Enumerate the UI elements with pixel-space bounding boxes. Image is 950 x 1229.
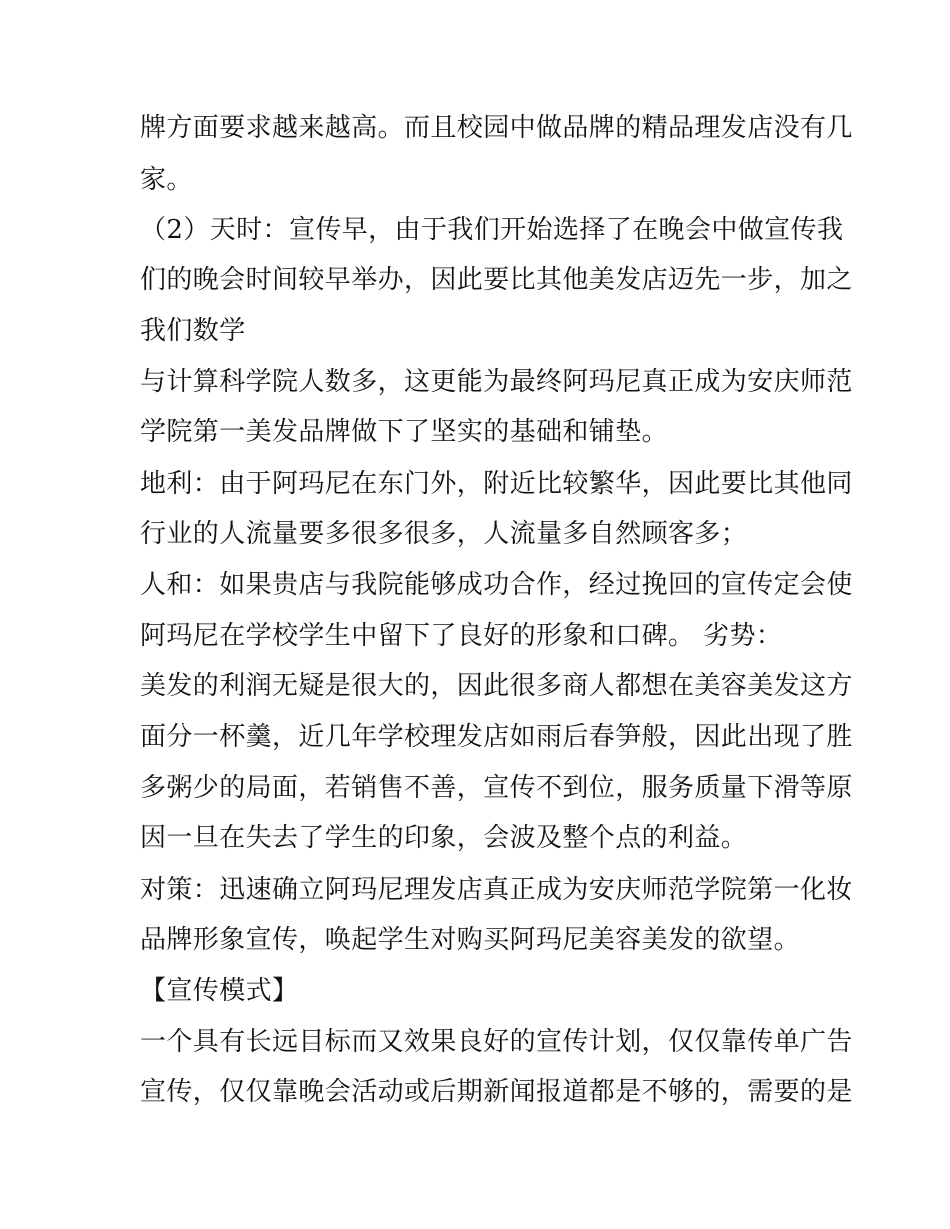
text-line-16: 对策：迅速确立阿玛尼理发店真正成为安庆师范学院第一化妆 bbox=[140, 875, 853, 905]
text-line-10: 人和：如果贵店与我院能够成功合作，经过挽回的宣传定会使 bbox=[140, 570, 853, 600]
text-line-7: 学院第一美发品牌做下了坚实的基础和铺垫。 bbox=[140, 417, 669, 447]
text-line-17: 品牌形象宣传，唤起学生对购买阿玛尼美容美发的欲望。 bbox=[140, 925, 801, 955]
text-line-2: 家。 bbox=[140, 165, 193, 195]
text-line-9: 行业的人流量要多很多很多，人流量多自然顾客多； bbox=[140, 519, 748, 549]
text-line-5: 我们数学 bbox=[140, 316, 246, 346]
text-line-4: 们的晚会时间较早举办，因此要比其他美发店迈先一步，加之 bbox=[140, 265, 853, 295]
text-line-11: 阿玛尼在学校学生中留下了良好的形象和口碑。 劣势： bbox=[140, 621, 783, 651]
text-line-8: 地利：由于阿玛尼在东门外，附近比较繁华，因此要比其他同 bbox=[140, 469, 853, 499]
text-line-12: 美发的利润无疑是很大的，因此很多商人都想在美容美发这方 bbox=[140, 671, 853, 701]
text-line-20: 宣传，仅仅靠晚会活动或后期新闻报道都是不够的，需要的是 bbox=[140, 1077, 853, 1107]
text-line-15: 因一旦在失去了学生的印象，会波及整个点的利益。 bbox=[140, 823, 748, 853]
text-line-19: 一个具有长远目标而又效果良好的宣传计划，仅仅靠传单广告 bbox=[140, 1027, 853, 1057]
text-line-1: 牌方面要求越来越高。而且校园中做品牌的精品理发店没有几 bbox=[140, 113, 853, 143]
text-line-14: 多粥少的局面，若销售不善，宣传不到位，服务质量下滑等原 bbox=[140, 773, 853, 803]
text-line-13: 面分一杯羹，近几年学校理发店如雨后春笋般，因此出现了胜 bbox=[140, 722, 853, 752]
section-heading: 【宣传模式】 bbox=[140, 976, 299, 1006]
text-line-3: （2）天时：宣传早，由于我们开始选择了在晚会中做宣传我 bbox=[140, 215, 844, 245]
text-line-6: 与计算科学院人数多，这更能为最终阿玛尼真正成为安庆师范 bbox=[140, 367, 853, 397]
